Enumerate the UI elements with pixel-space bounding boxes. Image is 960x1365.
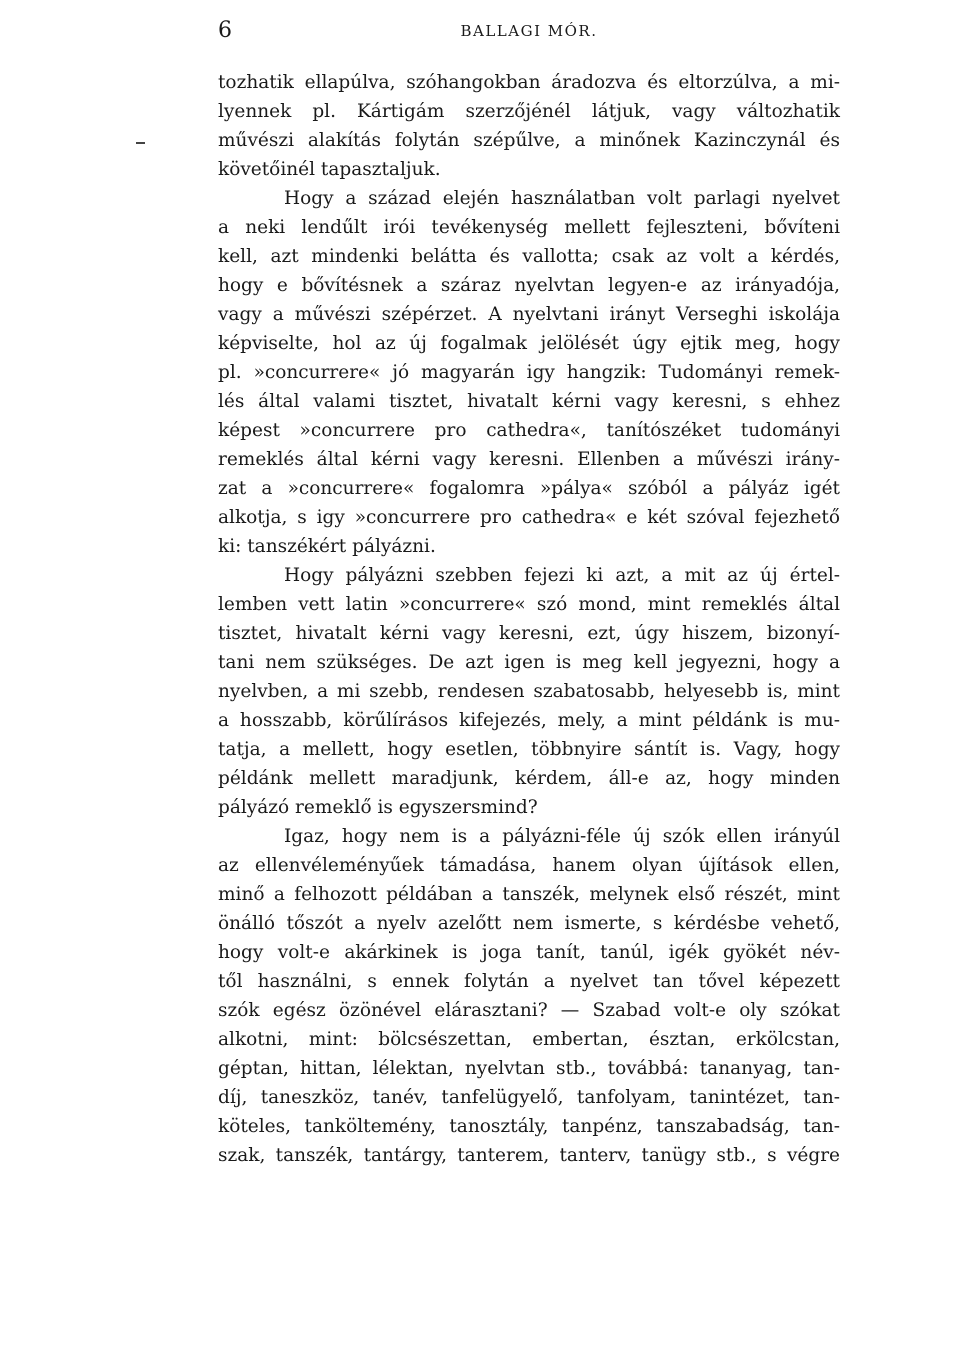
margin-mark (136, 142, 145, 144)
page-header (218, 18, 840, 48)
text-line: kell, azt mindenki belátta és vallotta; csak az volt a kérdés, (218, 246, 840, 267)
text-line: Hogy pályázni szebben fejezi ki azt, a mit az új értel- (284, 565, 840, 586)
page-number: 6 (218, 18, 232, 43)
text-line: képest »concurrere pro cathedra«, tanítószéket tudományi (218, 420, 840, 441)
text-line: vagy a művészi szépérzet. A nyelvtani irányt Verseghi iskolája (218, 304, 840, 325)
text-line: szak, tanszék, tantárgy, tanterem, tanterv, tanügy stb., s végre (218, 1145, 840, 1166)
text-line: lés által valami tisztet, hivatalt kérni vagy keresni, s ehhez (218, 391, 840, 412)
text-line: a neki lendűlt irói tevékenység mellett fejleszteni, bővíteni (218, 217, 840, 238)
body-text (218, 68, 840, 1170)
text-line: művészi alakítás folytán szépűlve, a minőnek Kazinczynál és (218, 130, 840, 151)
text-line: tisztet, hivatalt kérni vagy keresni, ezt, úgy hiszem, bizonyí- (218, 623, 840, 644)
text-line: az ellenvéleményűek támadása, hanem olyan újítások ellen, (218, 855, 840, 876)
running-head: BALLAGI MÓR. (460, 22, 598, 40)
text-line: pl. »concurrere« jó magyarán igy hangzik: Tudományi remek- (218, 362, 840, 383)
text-line: Hogy a század elején használatban volt parlagi nyelvet (284, 188, 840, 209)
text-line: példánk mellett maradjunk, kérdem, áll-e az, hogy minden (218, 768, 840, 789)
text-line: önálló tőszót a nyelv azelőtt nem ismerte, s kérdésbe vehető, (218, 913, 840, 934)
text-line: köteles, tanköltemény, tanosztály, tanpénz, tanszabadság, tan- (218, 1116, 840, 1137)
text-line: minő a felhozott példában a tanszék, melynek első részét, mint (218, 884, 840, 905)
text-line: lemben vett latin »concurrere« szó mond, mint remeklés által (218, 594, 840, 615)
text-line: tani nem szükséges. De azt igen is meg kell jegyezni, hogy a (218, 652, 840, 673)
text-line: követőinél tapasztaljuk. (218, 159, 441, 180)
text-line: lyennek pl. Kártigám szerzőjénél látjuk, vagy változhatik (218, 101, 840, 122)
text-line: től használni, s ennek folytán a nyelvet tan tővel képezett (218, 971, 840, 992)
text-line: alkotni, mint: bölcsészettan, embertan, észtan, erkölcstan, (218, 1029, 840, 1050)
text-line: díj, taneszköz, tanév, tanfelügyelő, tanfolyam, tanintézet, tan- (218, 1087, 840, 1108)
text-line: pályázó remeklő is egyszersmind? (218, 797, 538, 818)
text-line: ki: tanszékért pályázni. (218, 536, 436, 557)
text-line: Igaz, hogy nem is a pályázni-féle új szók ellen irányúl (284, 826, 840, 847)
text-line: nyelvben, a mi szebb, rendesen szabatosabb, helyesebb is, mint (218, 681, 840, 702)
text-line: a hosszabb, körűlírásos kifejezés, mely, a mint példánk is mu- (218, 710, 840, 731)
text-line: szók egész özönével elárasztani? — Szabad volt-e oly szókat (218, 1000, 840, 1021)
text-line: tozhatik ellapúlva, szóhangokban áradozva és eltorzúlva, a mi- (218, 72, 840, 93)
text-line: alkotja, s igy »concurrere pro cathedra« e két szóval fejezhető (218, 507, 840, 528)
text-line: remeklés által kérni vagy keresni. Ellenben a művészi irány- (218, 449, 840, 470)
text-line: tatja, a mellett, hogy esetlen, többnyire sántít is. Vagy, hogy (218, 739, 840, 760)
text-line: géptan, hittan, lélektan, nyelvtan stb., továbbá: tananyag, tan- (218, 1058, 840, 1079)
text-line: képviselte, hol az új fogalmak jelölését úgy ejtik meg, hogy (218, 333, 840, 354)
text-line: zat a »concurrere« fogalomra »pálya« szóból a pályáz igét (218, 478, 840, 499)
text-line: hogy volt-e akárkinek is joga tanít, tanúl, igék gyökét név- (218, 942, 840, 963)
text-line: hogy e bővítésnek a száraz nyelvtan legyen-e az irányadója, (218, 275, 840, 296)
